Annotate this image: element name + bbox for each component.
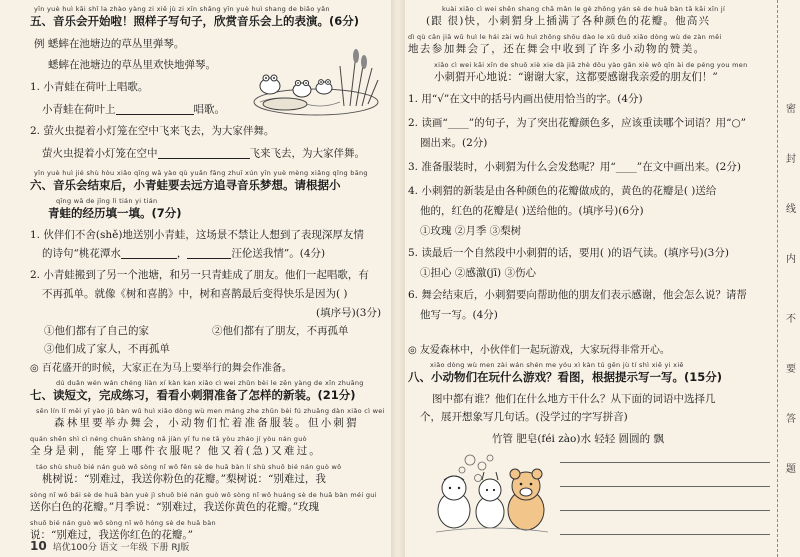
pinyin-line: dú duǎn wén wán chéng liàn xí kàn kan xiǎo cì wei zhǔn bèi le zěn yàng de xīn zhuāng [56,379,364,387]
page-gutter [391,0,405,557]
passage-line: 小刺猬开心地说：“谢谢大家，这都要感谢我亲爱的朋友们！” [434,71,718,83]
seal-char: 不 [786,314,796,325]
question-1: 1. 小青蛙在荷叶上唱歌。 [30,81,149,93]
pinyin-line: quán shēn shì cì néng chuān shàng nǎ jiàn yī fu ne tā yòu zháo jí yòu nán guò [30,435,307,443]
pinyin-line: yīn yuè huì jié shù hòu xiǎo qīng wā yào qù yuǎn fāng zhuī xún yīn yuè mèng xiǎng qǐng bāng [34,169,368,177]
story-note: ◎ 百花盛开的时候，大家正在为马上要举行的舞会作准备。 [30,363,292,374]
writing-line[interactable] [560,486,770,487]
passage-line: 森林里要举办舞会，小动物们忙着准备服装。但小刺猬 [54,417,359,429]
option-1: ①他们都有了自己的家 [44,325,149,337]
pinyin-line: xiǎo dòng wù men zài wán shén me yóu xì kàn tú gēn jù tí shì xiě yi xiě [430,361,684,369]
example-sentence: 例 蟋蟀在池塘边的草丛里弹琴。 [34,38,185,50]
pinyin-line: qīng wā de jīng lì tián yi tián [56,197,158,205]
passage-line: 全身是刺，能穿上哪件衣服呢？他又着(急)又难过。 [30,445,322,457]
fill-text: 汪伦送我情”。(4分) [231,247,326,260]
seal-line-margin [777,0,800,557]
passage-line: 桃树说：“别难过，我送你粉色的花瓣。”梨树说：“别难过，我 [42,473,326,485]
pinyin-line: sòng nǐ wǒ bái sè de huā bàn yuè jì shuō bié nán guò wǒ sòng nǐ wǒ huáng sè de huā bàn méi gui [30,491,377,499]
question-r5: 5. 读最后一个自然段中小刺猬的话，要用( )的语气读。(填序号)(3分) [408,247,729,259]
question-r2-cont: 圈出来。(2分) [420,137,488,149]
answer-blank[interactable] [116,104,194,115]
passage-line: 送你白色的花瓣。”月季说：“别难过，我送你黄色的花瓣。”玫瑰 [30,501,320,513]
pinyin-line: dì qù cān jiā wǔ huì le hái zài wǔ huì zhōng shōu dào le xǔ duō xiǎo dòng wù de zàn měi [408,33,722,41]
section-8-prompt: 图中都有谁？他们在什么地方干什么？从下面的词语中选择几 [432,393,716,405]
pinyin-line: kuài xiǎo cì wei shēn shang chā mǎn le gè zhǒng yán sè de huā bàn tā kāi xīn jí [442,5,726,13]
fill-text: 的诗句“桃花潭水 [42,247,121,260]
fill-text: ， [176,247,188,260]
writing-line[interactable] [560,462,770,463]
question-r3: 3. 准备服装时，小刺猬为什么会发愁呢？用“____”在文中画出来。(2分) [408,161,741,173]
question-r1: 1. 用“√”在文中的括号内画出使用恰当的字。(4分) [408,93,643,105]
question-r6: 6. 舞会结束后，小刺猬要向帮助他的朋友们表示感谢，他会怎么说？请帮 [408,289,747,301]
section-7-title: 七、读短文，完成练习，看看小刺猬准备了怎样的新装。(21分) [30,388,356,402]
pinyin-line: xiǎo cì wei kāi xīn de shuō xiè xie dà jiā zhè dōu yào gǎn xiè wǒ qīn ài de péng you men [434,61,748,69]
seal-char: 要 [786,364,796,375]
option-3: ③他们成了家人，不再孤单 [44,343,170,355]
writing-line[interactable] [560,534,770,535]
passage-line: 说：“别难过，我送你红色的花瓣。” [30,529,193,541]
writing-line[interactable] [560,510,770,511]
question-6-2: 2. 小青蛙搬到了另一个池塘，和另一只青蛙成了朋友。他们一起唱歌，有 [30,269,369,281]
seal-char: 线 [786,204,796,215]
fill-line-1 [42,104,225,115]
question-r2: 2. 读画“____”的句子，为了突出花瓣颜色多，应该重读哪个词语？用“○” [408,117,746,129]
section-8-title: 八、小动物们在玩什么游戏？看图，根据提示写一写。(15分) [408,370,723,384]
answer-blank[interactable] [121,248,177,259]
seal-char: 答 [786,414,796,425]
story-note: ◎ 友爱森林中，小伙伴们一起玩游戏，大家玩得非常开心。 [408,345,670,356]
question-r4-options: ①玫瑰 ②月季 ③梨树 [420,225,522,237]
book-info: 培优100分 语文 一年级 下册 RJ版 [52,543,190,553]
question-6-1-fill [42,248,325,259]
question-r4-cont: 他的，红色的花瓣是( )送给他的。(填序号)(6分) [420,205,644,217]
fill-text: 唱歌。 [193,103,225,116]
question-6-1: 1. 伙伴们不舍(shě)地送别小青蛙，这场景不禁让人想到了表现深厚友情 [30,229,364,241]
section-5-title: 五、音乐会开始啦！照样子写句子，欣赏音乐会上的表演。(6分) [30,14,360,28]
pinyin-line: sēn lín lǐ měi yī yào jǔ bàn wǔ huì xiǎo dòng wù men máng zhe zhǔn bèi fú zhuāng dàn xiǎo cì wei [36,407,385,415]
section-6-title-cont: 青蛙的经历填一填。(7分) [48,206,182,220]
seal-char: 封 [786,154,796,165]
seal-char: 内 [786,254,796,265]
pinyin-line: shuō bié nán guò wǒ sòng nǐ wǒ hóng sè de huā bàn [30,519,216,527]
seal-char: 密 [786,104,796,115]
question-r5-options: ①担心 ②感激(jī) ③伤心 [420,267,536,279]
question-r6-cont: 他写一写。(4分) [420,309,498,321]
answer-blank[interactable] [187,248,231,259]
section-6-title: 六、音乐会结束后，小青蛙要去远方追寻音乐梦想。请根据小 [30,178,341,192]
frog-pond-illustration [240,46,382,118]
page-number: 10 [30,539,47,553]
question-r4: 4. 小刺猬的新装是由各种颜色的花瓣做成的，黄色的花瓣是( )送给 [408,185,717,197]
question-2: 2. 萤火虫提着小灯笼在空中飞来飞去，为大家伴舞。 [30,125,275,137]
pinyin-line: yīn yuè huì kāi shǐ la zhào yàng zi xiě jù zi xīn shǎng yīn yuè huì shang de biǎo yǎn [34,5,330,13]
passage-line: (跟 很)快，小刺猬身上插满了各种颜色的花瓣。他高兴 [426,15,711,27]
question-6-2-cont: 不再孤单。就像《树和喜鹊》中，树和喜鹊最后变得快乐是因为( ) [42,288,348,300]
seal-char: 题 [786,464,796,475]
option-2: ②他们都有了朋友，不再孤单 [212,325,349,337]
answer-blank[interactable] [158,148,250,159]
fill-text: 萤火虫提着小灯笼在空中 [42,147,158,160]
page-footer [30,539,189,553]
section-8-prompt-cont: 个，展开想象写几句话。(没学过的字写拼音) [420,411,628,423]
fill-text: 小青蛙在荷叶上 [42,103,116,116]
animals-bubble-illustration [432,452,550,538]
fill-line-2 [42,148,365,159]
fill-text: 飞来飞去，为大家伴舞。 [249,147,365,160]
pinyin-line: táo shù shuō bié nán guò wǒ sòng nǐ wǒ fěn sè de huā bàn lí shù shuō bié nán guò wǒ [36,463,342,471]
word-bank: 竹管 肥皂(féi zào)水 轻轻 圆圆的 飘 [492,433,664,445]
question-6-2-end: (填序号)(3分) [316,307,382,319]
example-answer: 蟋蟀在池塘边的草丛里欢快地弹琴。 [48,59,216,71]
passage-line: 地去参加舞会了，还在舞会中收到了许多小动物的赞美。 [408,43,706,55]
